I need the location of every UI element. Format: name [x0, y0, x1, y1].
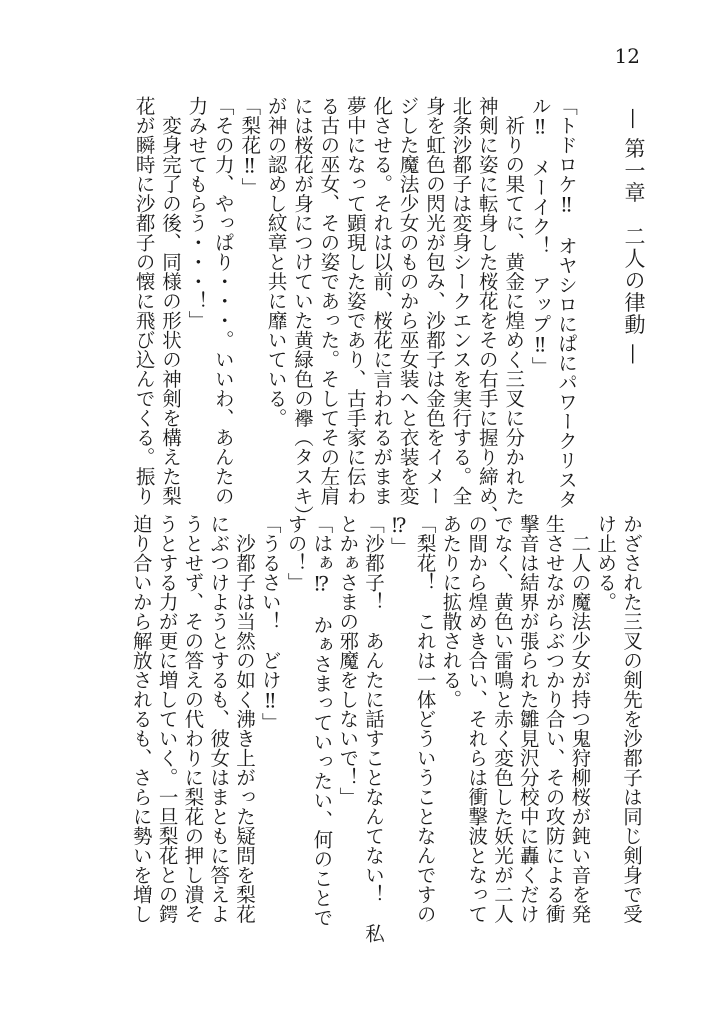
text-line: かざされた三叉の剣先を沙都子は同じ剣身で受 — [620, 514, 643, 924]
text-line: とかぁさまの邪魔をしないで！」 — [336, 514, 360, 807]
text-line: 迫り合いから解放されるも、さらに勢いを増し — [129, 514, 153, 924]
text-line: うとせず、その答えの代わりに梨花の押し潰そ — [181, 514, 205, 924]
text-line: 「その力、やっぱり・・・。いいわ、あんたの — [211, 96, 235, 506]
text-line: うとする力が更に増していく。一旦梨花との鍔 — [155, 514, 179, 924]
text-line: ル‼ メーイク！ アップ‼」 — [528, 96, 552, 376]
text-line: 「トドロケ‼ オヤシロにぱにパワークリスタ — [555, 96, 578, 509]
text-line: る古の巫女、その姿であった。そしてその左肩 — [317, 96, 341, 506]
text-line: 夢中になって顕現した姿であり、古手家に伝わ — [343, 96, 367, 506]
text-line: 二人の魔法少女が持つ鬼狩柳桜が鈍い音を発 — [568, 514, 592, 924]
text-line: 「うるさい！ どけ‼」 — [258, 514, 282, 732]
text-line: 「梨花‼」 — [238, 96, 262, 197]
text-line: 力みせてもらう・・・！」 — [185, 96, 209, 330]
chapter-title: — 第一章 二人の律動 — — [622, 108, 646, 366]
text-line: 沙都子は当然の如く沸き上がった疑問を梨花 — [233, 514, 256, 924]
text-line: すの！」 — [284, 514, 308, 592]
text-line: 北条沙都子は変身シークエンスを実行する。全 — [449, 96, 473, 506]
text-line: ジした魔法少女のものから巫女装へと衣装を変 — [396, 96, 420, 506]
text-line: け止める。 — [594, 514, 618, 612]
text-line: 「梨花！ これは一体どういうことなんですの — [413, 514, 437, 924]
text-line: ⁉」 — [387, 514, 411, 557]
text-line: 「はぁ⁉ かぁさまっていったい、何のことで — [310, 514, 334, 927]
text-line: 祈りの果てに、黄金に煌めく三叉に分かれた — [502, 96, 526, 506]
text-line: 化させる。それは以前、桜花に言われるがまま — [370, 96, 394, 506]
page-number: 12 — [614, 44, 640, 68]
text-line: でなく、黄色い雷鳴と赤く変色した妖光が二人 — [491, 514, 514, 924]
text-line: 身を虹色の閃光が包み、沙都子は金色をイメー — [423, 96, 446, 506]
text-line: が神の認めし紋章と共に靡いている。 — [264, 96, 288, 428]
text-line: にぶつけようとするも、彼女はまともに答えよ — [207, 514, 231, 924]
text-line: 花が瞬時に沙都子の懐に飛び込んでくる。振り — [132, 96, 156, 506]
text-line: 「沙都子！ あんたに話すことなんてない！ 私 — [362, 514, 385, 943]
text-line: 神剣に姿に転身した桜花をその右手に握り締め、 — [475, 96, 499, 525]
text-line: あたりに拡散される。 — [439, 514, 463, 709]
text-line: には桜花が身につけていた黄緑色の襷（タスキ） — [291, 96, 314, 525]
text-line: 変身完了の後、同様の形状の神剣を構えた梨 — [159, 96, 182, 506]
text-line: 撃音は結界が張られた雛見沢分校中に轟くだけ — [516, 514, 540, 924]
text-line: 生させながらぶつかり合い、その攻防による衝 — [542, 514, 566, 924]
text-line: の間から煌めき合い、それらは衝撃波となって — [465, 514, 489, 924]
